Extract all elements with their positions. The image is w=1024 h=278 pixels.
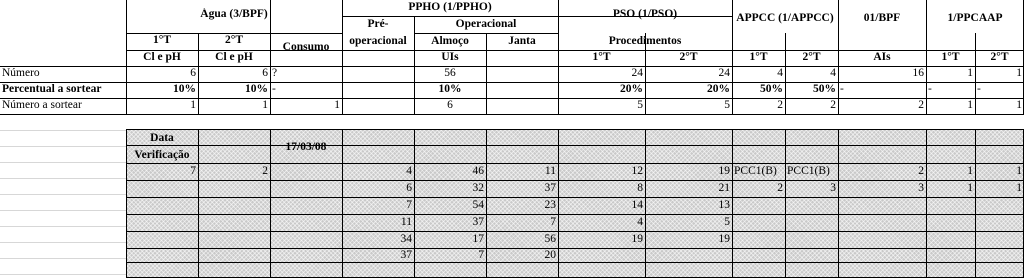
numero-agua-2t[interactable]: 6 (262, 67, 268, 79)
percentual-ppcaap-1t[interactable]: - (928, 83, 932, 95)
numero-pso-2t[interactable]: 24 (718, 67, 730, 79)
numero-ppcaap-2t[interactable]: 1 (1016, 67, 1022, 79)
percentual-ppho[interactable]: 10% (438, 83, 462, 95)
verification-cell-bpf[interactable]: 2 (918, 165, 924, 177)
agua-2t: 2°T (224, 34, 244, 46)
verification-cell-pre-op[interactable]: 6 (406, 182, 412, 194)
ppho-uis: UIs (441, 51, 459, 63)
verification-cell-appcc-2t[interactable]: PCC1(B) (787, 165, 830, 177)
verification-cell-pre-op[interactable]: 37 (400, 249, 412, 261)
verification-cell-almoco[interactable]: 32 (472, 182, 484, 194)
percentual-appcc-2t[interactable]: 50% (813, 83, 836, 95)
verification-cell-janta[interactable]: 11 (544, 165, 556, 177)
verification-cell-janta[interactable]: 23 (544, 199, 556, 211)
consumo-header: Consumo (282, 41, 330, 53)
sortear-pso-2t[interactable]: 5 (724, 99, 730, 111)
numero-agua-1t[interactable]: 6 (190, 67, 196, 79)
verification-cell-pre-op[interactable]: 4 (406, 165, 412, 177)
verification-cell-pso-2t[interactable]: 19 (718, 233, 730, 245)
verification-cell-ppcaap-2t[interactable]: 1 (1016, 165, 1022, 177)
percentual-ppcaap-2t[interactable]: - (977, 83, 981, 95)
data-verificacao-label-2: Verificação (134, 149, 190, 161)
verification-cell-pso-1t[interactable]: 12 (631, 165, 643, 177)
verification-cell-pso-1t[interactable]: 14 (631, 199, 643, 211)
numero-appcc-2t[interactable]: 4 (830, 67, 836, 79)
numero-appcc-1t[interactable]: 4 (777, 67, 783, 79)
header-ppho: PPHO (1/PPHO) (408, 1, 492, 13)
numero-ppho[interactable]: 56 (444, 67, 456, 79)
sortear-appcc-2t[interactable]: 2 (830, 99, 836, 111)
row-label-percentual: Percentual a sortear (2, 83, 102, 95)
sortear-agua-2t[interactable]: 1 (262, 99, 268, 111)
sortear-ppcaap-2t[interactable]: 1 (1016, 99, 1022, 111)
ppcaap-1t: 1°T (941, 51, 960, 63)
verification-cell-almoco[interactable]: 54 (472, 199, 484, 211)
sortear-ppcaap-1t[interactable]: 1 (967, 99, 973, 111)
verification-cell-janta[interactable]: 7 (550, 216, 556, 228)
header-bpf: 01/BPF (863, 12, 901, 24)
percentual-consumo[interactable]: - (272, 83, 276, 95)
verification-cell-janta[interactable]: 20 (544, 249, 556, 261)
verification-cell-almoco[interactable]: 7 (478, 249, 484, 261)
agua-cl-ph-1: Cl e pH (143, 51, 181, 63)
percentual-appcc-1t[interactable]: 50% (760, 83, 783, 95)
verification-cell-janta[interactable]: 56 (544, 233, 556, 245)
verification-cell-pre-op[interactable]: 7 (406, 199, 412, 211)
percentual-bpf[interactable]: - (840, 83, 844, 95)
verification-cell-agua-1t[interactable]: 7 (190, 165, 196, 177)
percentual-pso-2t[interactable]: 20% (707, 83, 730, 95)
verification-cell-pso-2t[interactable]: 19 (718, 165, 730, 177)
verification-cell-ppcaap-1t[interactable]: 1 (967, 165, 973, 177)
sortear-agua-1t[interactable]: 1 (190, 99, 196, 111)
row-label-numero-sortear: Número a sortear (2, 99, 82, 111)
verification-cell-ppcaap-1t[interactable]: 1 (967, 182, 973, 194)
sortear-appcc-1t[interactable]: 2 (777, 99, 783, 111)
verification-cell-pso-1t[interactable]: 4 (637, 216, 643, 228)
header-pso: PSO (1/PSO) (612, 8, 678, 20)
verification-cell-pso-2t[interactable]: 13 (718, 199, 730, 211)
pre-op-header-2: operacional (349, 35, 407, 47)
verification-cell-almoco[interactable]: 17 (472, 233, 484, 245)
verification-cell-pre-op[interactable]: 11 (400, 216, 412, 228)
verification-cell-pso-2t[interactable]: 21 (718, 182, 730, 194)
sortear-bpf[interactable]: 2 (918, 99, 924, 111)
numero-bpf[interactable]: 16 (912, 67, 924, 79)
appcc-2t: 2°T (802, 51, 821, 63)
verification-cell-appcc-1t[interactable]: PCC1(B) (734, 165, 777, 177)
appcc-1t: 1°T (749, 51, 768, 63)
agua-1t: 1°T (152, 34, 172, 46)
pso-1t: 1°T (592, 51, 611, 63)
numero-consumo[interactable]: ? (272, 67, 278, 79)
ppcaap-2t: 2°T (990, 51, 1009, 63)
percentual-agua-2t[interactable]: 10% (245, 83, 268, 95)
verification-cell-pso-2t[interactable]: 5 (724, 216, 730, 228)
verification-date[interactable]: 17/03/08 (285, 141, 327, 153)
data-verificacao-label-1: Data (150, 132, 174, 144)
agua-cl-ph-2: Cl e pH (215, 51, 253, 63)
header-agua: Água (3/BPF) (200, 8, 268, 20)
almoco-header: Almoço (431, 35, 469, 47)
verification-cell-pre-op[interactable]: 34 (400, 233, 412, 245)
header-ppcaap: 1/PPCAAP (947, 12, 1003, 24)
verification-cell-bpf[interactable]: 3 (918, 182, 924, 194)
bpf-ais: AIs (873, 51, 891, 63)
janta-header: Janta (508, 35, 536, 47)
percentual-agua-1t[interactable]: 10% (173, 83, 196, 95)
numero-ppcaap-1t[interactable]: 1 (967, 67, 973, 79)
verification-cell-pso-1t[interactable]: 8 (637, 182, 643, 194)
sortear-consumo[interactable]: 1 (334, 99, 340, 111)
verification-cell-appcc-1t[interactable]: 2 (777, 182, 783, 194)
header-appcc: APPCC (1/APPCC) (736, 12, 834, 24)
verification-cell-pso-1t[interactable]: 19 (631, 233, 643, 245)
procedimentos-header: Procedimentos (608, 35, 682, 47)
verification-cell-almoco[interactable]: 37 (472, 216, 484, 228)
percentual-pso-1t[interactable]: 20% (620, 83, 643, 95)
pre-op-header-1: Pré- (367, 18, 389, 30)
numero-pso-1t[interactable]: 24 (631, 67, 643, 79)
pso-2t: 2°T (679, 51, 698, 63)
verification-cell-agua-2t[interactable]: 2 (262, 165, 268, 177)
operacional-header: Operacional (455, 18, 517, 30)
verification-cell-janta[interactable]: 37 (544, 182, 556, 194)
verification-cell-ppcaap-2t[interactable]: 1 (1016, 182, 1022, 194)
sortear-pso-1t[interactable]: 5 (637, 99, 643, 111)
verification-cell-appcc-2t[interactable]: 3 (830, 182, 836, 194)
verification-cell-almoco[interactable]: 46 (472, 165, 484, 177)
sortear-ppho[interactable]: 6 (447, 99, 453, 111)
row-label-numero: Número (2, 67, 40, 79)
